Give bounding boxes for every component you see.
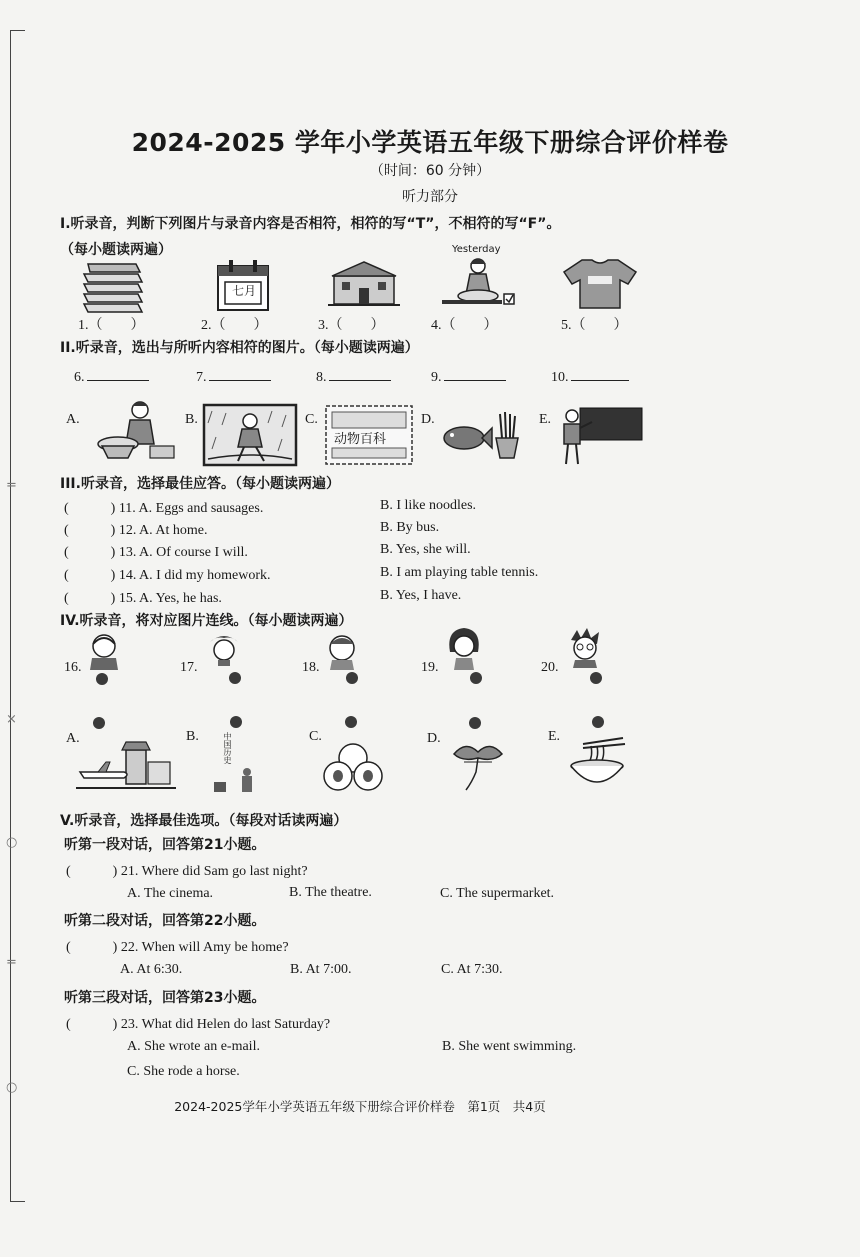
match-letter-c: C. xyxy=(309,729,322,744)
item-5-answer-slot[interactable]: 5.（ ） xyxy=(561,318,628,333)
girl-washing-clothes-picture xyxy=(440,256,516,308)
match-number-19: 19. xyxy=(421,660,439,675)
blank-number: 7. xyxy=(196,370,207,385)
question-11-option-b[interactable]: B. I like noodles. xyxy=(380,498,477,513)
fish-and-fries-picture xyxy=(440,408,522,460)
question-22-option-a[interactable]: A. At 6:30. xyxy=(120,962,183,977)
boy-face-picture xyxy=(204,632,244,668)
item-1-answer-slot[interactable]: 1.（ ） xyxy=(78,318,145,333)
calendar-month-text: 七月 xyxy=(232,284,257,298)
match-dot-a[interactable] xyxy=(93,717,105,729)
question-13-option-b[interactable]: B. Yes, she will. xyxy=(380,542,471,557)
blank-9[interactable] xyxy=(431,370,506,386)
option-e-label: E. xyxy=(539,412,552,427)
item-2-answer-slot[interactable]: 2.（ ） xyxy=(201,318,268,333)
kite-picture xyxy=(446,740,508,796)
match-dot-20[interactable] xyxy=(590,672,602,684)
animal-encyclopedia-sign-picture xyxy=(324,404,414,466)
margin-mark: ○ xyxy=(6,1080,18,1095)
dialogue-2-intro: 听第二段对话，回答第22小题。 xyxy=(64,913,266,929)
section3-heading: III.听录音，选择最佳应答。（每小题读两遍） xyxy=(60,476,340,492)
match-dot-16[interactable] xyxy=(96,673,108,685)
man-cooking-picture xyxy=(88,400,178,462)
old-man-face-picture xyxy=(84,630,124,670)
question-13[interactable]: ( ) 13. A. Of course I will. xyxy=(64,545,248,560)
question-12[interactable]: ( ) 12. A. At home. xyxy=(64,523,208,538)
match-number-16: 16. xyxy=(64,660,82,675)
exam-time: （时间：60 分钟） xyxy=(369,163,491,179)
boy-with-glasses-face-picture xyxy=(563,628,607,668)
blank-number: 8. xyxy=(316,370,327,385)
section5-heading: V.听录音，选择最佳选项。（每段对话读两遍） xyxy=(60,813,348,829)
question-23[interactable]: ( ) 23. What did Helen do last Saturday? xyxy=(66,1017,331,1032)
question-21-option-c[interactable]: C. The supermarket. xyxy=(440,886,555,901)
question-14-option-b[interactable]: B. I am playing table tennis. xyxy=(380,565,539,580)
stacked-books-picture xyxy=(80,262,146,316)
dialogue-1-intro: 听第一段对话，回答第21小题。 xyxy=(64,837,266,853)
question-22-option-c[interactable]: C. At 7:30. xyxy=(441,962,503,977)
match-letter-a: A. xyxy=(66,731,80,746)
question-12-option-b[interactable]: B. By bus. xyxy=(380,520,440,535)
question-15[interactable]: ( ) 15. A. Yes, he has. xyxy=(64,591,222,606)
blank-6[interactable] xyxy=(74,370,149,386)
man-face-picture xyxy=(322,630,362,670)
option-d-label: D. xyxy=(421,412,435,427)
part-title: 听力部分 xyxy=(402,189,458,205)
section4-heading: IV.听录音，将对应图片连线。（每小题读两遍） xyxy=(60,613,353,629)
blank-number: 9. xyxy=(431,370,442,385)
calendar-picture xyxy=(215,258,271,314)
noodles-bowl-picture xyxy=(565,736,629,792)
building-picture xyxy=(328,258,400,310)
chinese-history-book-picture xyxy=(212,730,258,794)
match-letter-e: E. xyxy=(548,729,561,744)
man-in-rain-picture xyxy=(202,403,298,467)
page-footer: 2024-2025学年小学英语五年级下册综合评价样卷 第1页 共4页 xyxy=(174,1099,546,1114)
margin-mark: × xyxy=(6,712,17,727)
match-letter-d: D. xyxy=(427,731,441,746)
blank-number: 10. xyxy=(551,370,569,385)
section2-heading: II.听录音，选出与所听内容相符的图片。（每小题读两遍） xyxy=(60,340,419,356)
blank-7[interactable] xyxy=(196,370,271,386)
question-15-option-b[interactable]: B. Yes, I have. xyxy=(380,588,462,603)
match-letter-b: B. xyxy=(186,729,199,744)
blank-8[interactable] xyxy=(316,370,391,386)
option-a-label: A. xyxy=(66,412,80,427)
match-dot-b[interactable] xyxy=(230,716,242,728)
match-dot-c[interactable] xyxy=(345,716,357,728)
question-22-option-b[interactable]: B. At 7:00. xyxy=(290,962,352,977)
teacher-at-blackboard-picture xyxy=(558,404,644,466)
book-title-text: 中国历史 xyxy=(223,732,232,764)
question-14[interactable]: ( ) 14. A. I did my homework. xyxy=(64,568,271,583)
match-number-17: 17. xyxy=(180,660,198,675)
margin-mark: = xyxy=(6,478,17,493)
margin-mark: = xyxy=(6,955,17,970)
section1-heading: I.听录音，判断下列图片与录音内容是否相符，相符的写“T”，不相符的写“F”。 xyxy=(60,216,561,232)
question-22[interactable]: ( ) 22. When will Amy be home? xyxy=(66,940,289,955)
match-dot-d[interactable] xyxy=(469,717,481,729)
item-4-answer-slot[interactable]: 4.（ ） xyxy=(431,318,498,333)
section1-note: （每小题读两遍） xyxy=(60,242,172,258)
question-23-option-b[interactable]: B. She went swimming. xyxy=(442,1039,577,1054)
margin-mark: ○ xyxy=(6,835,18,850)
question-21-option-b[interactable]: B. The theatre. xyxy=(289,885,372,900)
question-23-option-c[interactable]: C. She rode a horse. xyxy=(127,1064,240,1079)
girl-face-picture xyxy=(444,626,484,670)
airplane-airport-picture xyxy=(76,736,176,794)
t-shirt-picture xyxy=(560,256,640,312)
blank-number: 6. xyxy=(74,370,85,385)
mooncakes-picture xyxy=(322,740,384,794)
sign-text: 动物百科 xyxy=(334,432,387,447)
match-dot-19[interactable] xyxy=(470,672,482,684)
question-11[interactable]: ( ) 11. A. Eggs and sausages. xyxy=(64,501,264,516)
match-number-18: 18. xyxy=(302,660,320,675)
option-b-label: B. xyxy=(185,412,198,427)
exam-title: 2024-2025 学年小学英语五年级下册综合评价样卷 xyxy=(131,128,729,157)
match-number-20: 20. xyxy=(541,660,559,675)
question-21-option-a[interactable]: A. The cinema. xyxy=(127,886,214,901)
blank-10[interactable] xyxy=(551,370,629,386)
option-c-label: C. xyxy=(305,412,318,427)
question-23-option-a[interactable]: A. She wrote an e-mail. xyxy=(127,1039,260,1054)
dialogue-3-intro: 听第三段对话，回答第23小题。 xyxy=(64,990,266,1006)
match-dot-17[interactable] xyxy=(229,672,241,684)
match-dot-18[interactable] xyxy=(346,672,358,684)
match-dot-e[interactable] xyxy=(592,716,604,728)
question-21[interactable]: ( ) 21. Where did Sam go last night? xyxy=(66,864,308,879)
yesterday-label: Yesterday xyxy=(452,244,501,255)
item-3-answer-slot[interactable]: 3.（ ） xyxy=(318,318,385,333)
